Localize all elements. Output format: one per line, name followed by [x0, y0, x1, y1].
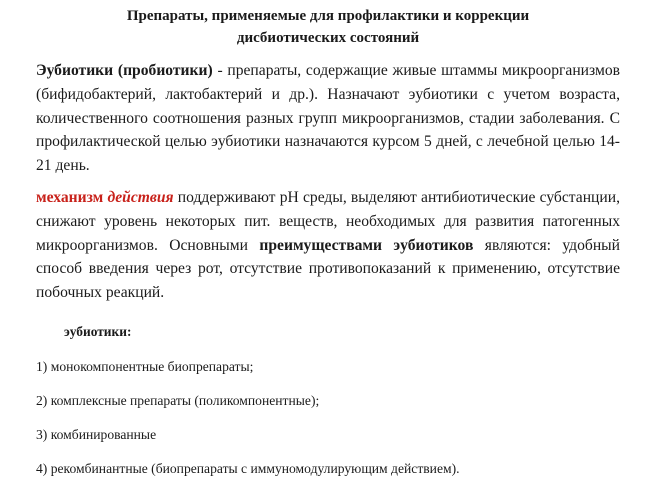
title-line-1: Препараты, применяемые для профилактики и коррекции — [126, 8, 530, 24]
page-title — [46, 0, 610, 49]
action-label: действия — [107, 188, 174, 206]
mechanism-text: поддерживают pH среды, выделяют антибиотические субстанции, снижают уровень некоторых пит. веществ, необходимых для развития патогенных микроорганизмов. Основными — [36, 188, 620, 254]
eubiotics-list — [36, 358, 620, 478]
list-item: 1) монокомпонентные биопрепараты; — [36, 358, 254, 374]
mechanism-paragraph — [36, 186, 620, 305]
definition-paragraph — [36, 59, 620, 178]
list-item: 2) комплексные препараты (поликомпонентные); — [36, 392, 320, 408]
definition-term: Эубиотики (пробиотики) — [36, 62, 213, 79]
list-heading: эубиотики: — [64, 323, 132, 339]
title-line-2: дисбиотических состояний — [236, 30, 420, 46]
advantages-text: являются: удобный способ введения через рот, отсутствие противопоказаний к применению, отсутствие побочных реакций. — [36, 236, 620, 302]
advantages-term: преимуществами эубиотиков — [259, 236, 474, 254]
list-item: 3) комбинированные — [36, 426, 157, 442]
list-item: 4) рекомбинантные (биопрепараты с иммуномодулирующим действием). — [36, 460, 460, 476]
mechanism-label: механизм — [36, 188, 104, 206]
definition-text: - препараты, содержащие живые штаммы микроорганизмов (бифидобактерий, лактобактерий и др.). Назначают эубиотики с учетом возраста, количественного соотношения разных групп микроорганизмов, стадии заболевания. С профилактической целью эубиотики назначаются курсом 5 дней, с лечебной целью 14-21 день. — [36, 62, 620, 175]
